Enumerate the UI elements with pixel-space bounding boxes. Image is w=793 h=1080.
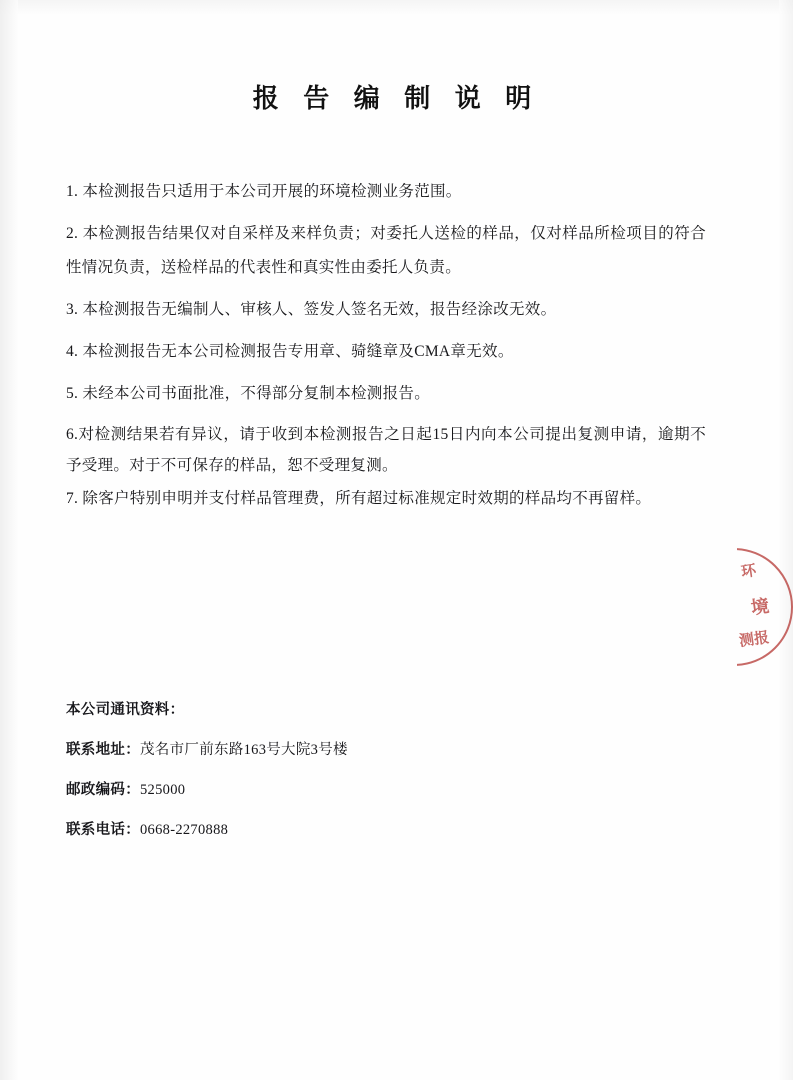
clause-item: 4. 本检测报告无本公司检测报告专用章、骑缝章及CMA章无效。 [66, 343, 514, 360]
contact-address-value: 茂名市厂前东路163号大院3号楼 [140, 742, 348, 758]
stamp-char: 环 [740, 563, 758, 581]
contact-heading [66, 690, 706, 730]
contact-address-label: 联系地址： [66, 742, 140, 758]
contact-phone-value: 0668-2270888 [140, 822, 229, 838]
contact-postcode-value: 525000 [140, 782, 186, 798]
clause-item: 2. 本检测报告结果仅对自采样及来样负责；对委托人送检的样品，仅对样品所检项目的符合性情况负责，送检样品的代表性和真实性由委托人负责。 [66, 225, 706, 276]
contact-heading-label: 本公司通讯资料： [66, 702, 185, 718]
contact-phone-label: 联系电话： [66, 822, 140, 838]
clause-item: 7. 除客户特别申明并支付样品管理费，所有超过标准规定时效期的样品均不再留样。 [66, 490, 652, 507]
page-title: 报 告 编 制 说 明 [252, 84, 541, 113]
clause-item: 5. 未经本公司书面批准，不得部分复制本检测报告。 [66, 385, 431, 402]
contact-postcode-row [66, 770, 706, 810]
clause-item: 6.对检测结果若有异议，请于收到本检测报告之日起15日内向本公司提出复测申请，逾期不予受理。对于不可保存的样品，恕不受理复测。 [66, 426, 706, 474]
red-seal-stamp [737, 548, 793, 666]
clause-list [66, 175, 706, 516]
clause-item: 3. 本检测报告无编制人、审核人、签发人签名无效，报告经涂改无效。 [66, 301, 557, 318]
contact-phone-row [66, 810, 706, 850]
contact-postcode-label: 邮政编码： [66, 782, 140, 798]
stamp-char: 境 [749, 595, 771, 619]
clause-item: 1. 本检测报告只适用于本公司开展的环境检测业务范围。 [66, 183, 462, 200]
stamp-char: 测报 [738, 629, 771, 650]
contact-block [66, 690, 706, 850]
contact-address-row [66, 730, 706, 770]
